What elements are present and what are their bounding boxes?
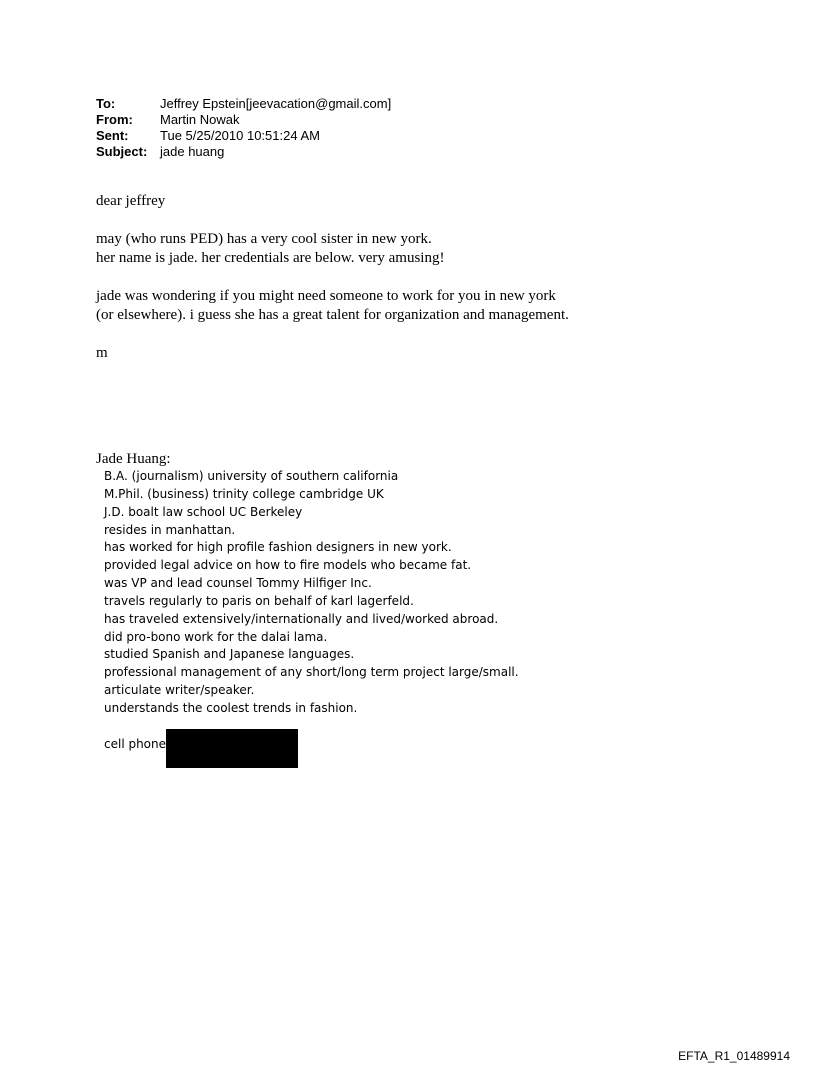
cell-phone-label: cell phone [104,737,167,751]
email-body [96,192,569,363]
subject-row [96,144,391,160]
credential-item: articulate writer/speaker. [104,683,255,698]
credential-item: did pro-bono work for the dalai lama. [104,629,328,644]
from-label: From: [96,112,133,127]
document-id: EFTA_R1_01489914 [678,1049,790,1063]
credential-item: understands the coolest trends in fashion. [104,700,358,715]
redaction-box [166,729,298,768]
to-label: To: [96,96,116,111]
sent-row [96,128,391,144]
to-value: Jeffrey Epstein[jeevacation@gmail.com] [160,96,392,111]
paragraph-intro-line-2: her name is jade. her credentials are below. very amusing! [96,250,445,266]
profile-name: Jade Huang: [96,451,171,467]
subject-value: jade huang [160,144,225,159]
email-header [96,96,391,160]
credential-item: provided legal advice on how to fire models who became fat. [104,558,472,573]
credential-item: has worked for high profile fashion designers in new york. [104,540,452,555]
paragraph-request-line-2: (or elsewhere). i guess she has a great talent for organization and management. [96,307,569,323]
to-row [96,96,391,112]
credential-item: has traveled extensively/internationally and lived/worked abroad. [104,611,499,626]
paragraph-intro [96,230,569,268]
credential-item: resides in manhattan. [104,522,236,537]
greeting: dear jeffrey [96,193,166,209]
sent-value: Tue 5/25/2010 10:51:24 AM [160,128,320,143]
credential-item: B.A. (journalism) university of southern california [104,469,399,483]
paragraph-request [96,287,569,325]
sent-label: Sent: [96,128,129,143]
credentials-list [104,468,519,718]
credential-item: travels regularly to paris on behalf of karl lagerfeld. [104,593,414,608]
credential-item: J.D. boalt law school UC Berkeley [104,504,303,519]
subject-label: Subject: [96,144,148,159]
signature: m [96,345,108,361]
credential-item: M.Phil. (business) trinity college cambridge UK [104,486,384,501]
credential-item: was VP and lead counsel Tommy Hilfiger Inc. [104,576,372,591]
paragraph-intro-line-1: may (who runs PED) has a very cool sister in new york. [96,231,432,247]
from-value: Martin Nowak [160,112,240,127]
credential-item: professional management of any short/long term project large/small. [104,665,519,680]
credential-item: studied Spanish and Japanese languages. [104,647,355,662]
from-row [96,112,391,128]
paragraph-request-line-1: jade was wondering if you might need someone to work for you in new york [96,288,556,304]
